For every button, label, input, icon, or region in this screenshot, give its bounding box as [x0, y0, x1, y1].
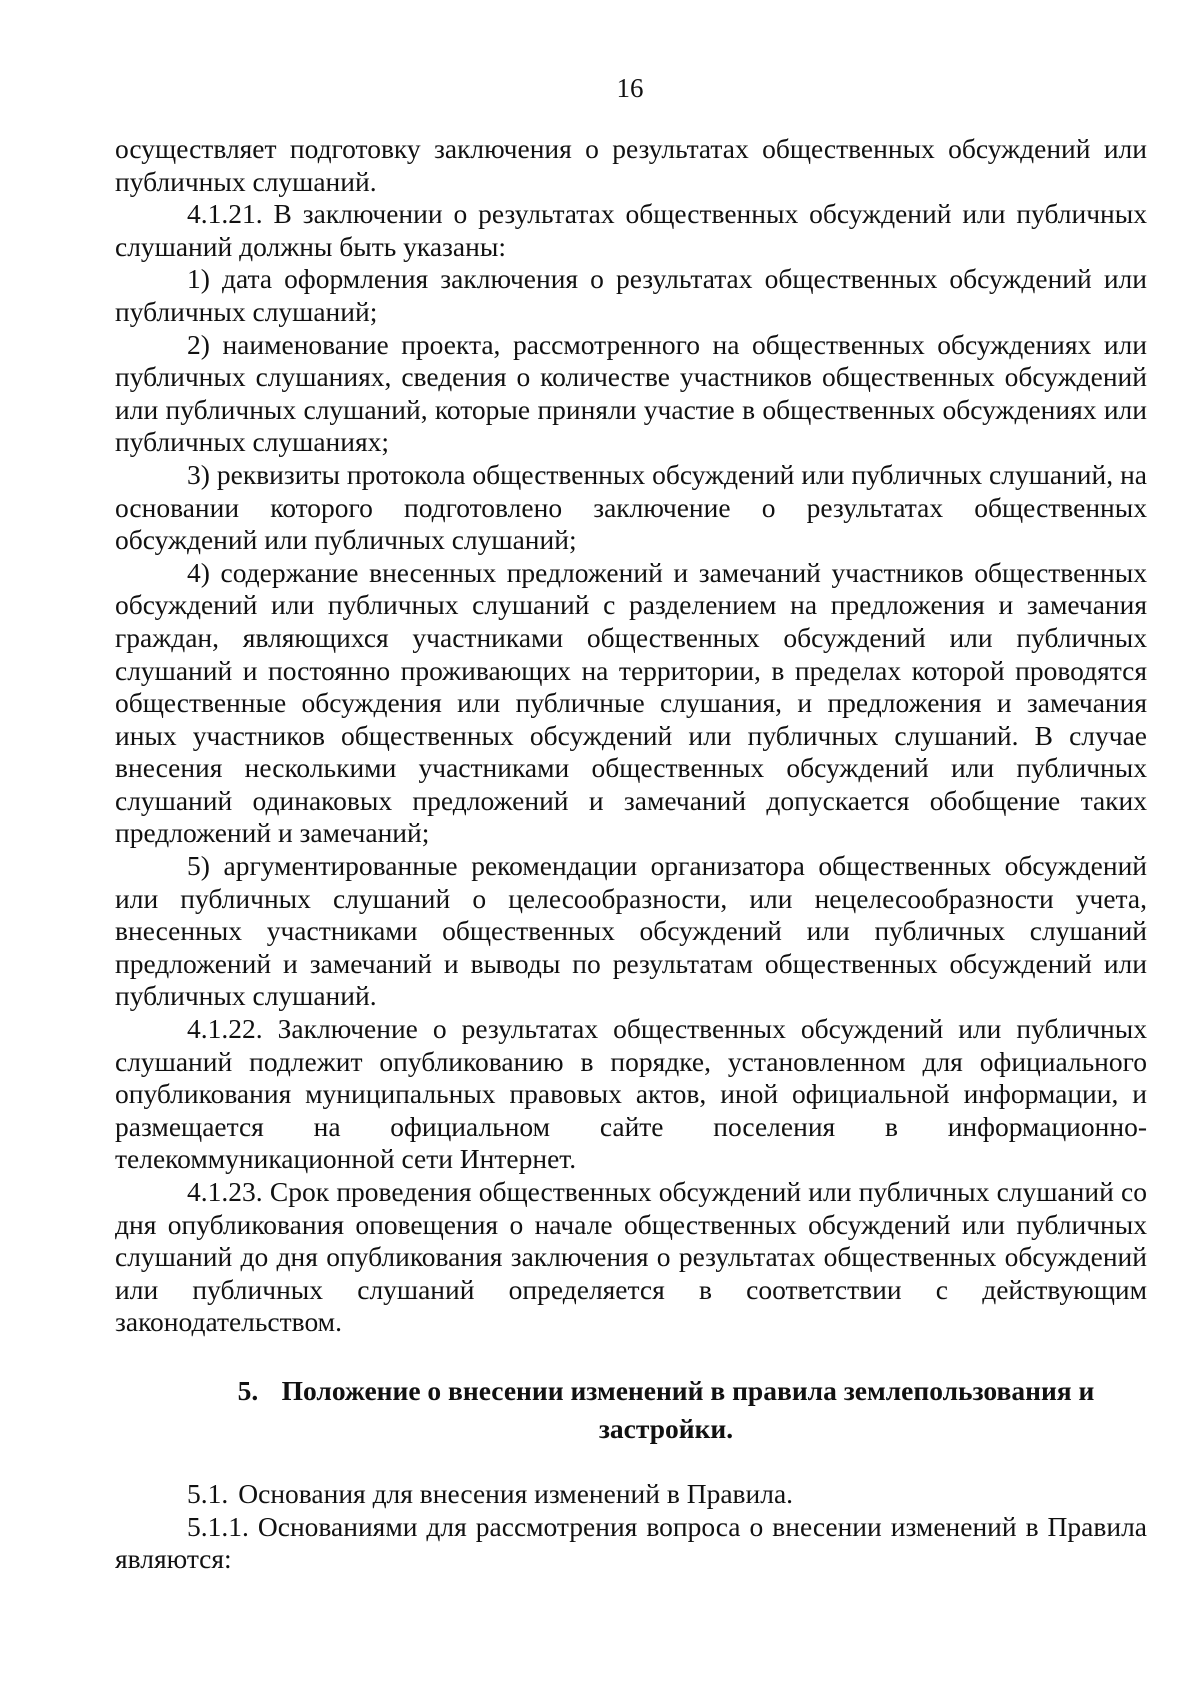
- paragraph-4-1-21: 4.1.21. В заключении о результатах общественных обсуждений или публичных слушаний должны быть указаны:: [115, 198, 1147, 262]
- list-item-3: 3) реквизиты протокола общественных обсуждений или публичных слушаний, на основании которого подготовлено заключение о результатах общественных обсуждений или публичных слушаний;: [115, 458, 1147, 556]
- paragraph-5-1-1: [115, 1511, 1147, 1576]
- list-item-4: 4) содержание внесенных предложений и замечаний участников общественных обсуждений или публичных слушаний с разделением на предложения и замечания граждан, являющихся участниками общественных обсуждений или публичных слушаний и постоянно проживающих на территории, в пределах которой проводятся общественные обсуждения или публичные слушания, и предложения и замечания иных участников общественных обсуждений или публичных слушаний. В случае внесения несколькими участниками общественных обсуждений или публичных слушаний одинаковых предложений и замечаний допускается обобщение таких предложений и замечаний;: [115, 556, 1147, 849]
- section-heading: [115, 1372, 1147, 1448]
- paragraph-5-1-1-number: 5.1.1.: [187, 1510, 249, 1542]
- paragraph-4-1-23: 4.1.23. Срок проведения общественных обсуждений или публичных слушаний со дня опубликования оповещения о начале общественных обсуждений или публичных слушаний до дня опубликования заключения о результатах общественных обсуждений или публичных слушаний определяется в соответствии с действующим законодательством.: [115, 1176, 1147, 1338]
- list-item-5: 5) аргументированные рекомендации организатора общественных обсуждений или публичных слушаний о целесообразности, или нецелесообразности учета, внесенных участниками общественных обсуждений или публичных слушаний предложений и замечаний и выводы по результатам общественных обсуждений или публичных слушаний.: [115, 850, 1147, 1012]
- paragraph-5-1: [115, 1478, 1147, 1511]
- paragraph-4-1-22: 4.1.22. Заключение о результатах общественных обсуждений или публичных слушаний подлежит опубликованию в порядке, установленном для официального опубликования муниципальных правовых актов, иной официальной информации, и размещается на официальном сайте поселения в информационно-телекоммуникационной сети Интернет.: [115, 1013, 1147, 1175]
- paragraph-5-1-number: 5.1.: [187, 1477, 229, 1509]
- list-item-2: 2) наименование проекта, рассмотренного на общественных обсуждениях или публичных слушаниях, сведения о количестве участников общественных обсуждений или публичных слушаний, которые приняли участие в общественных обсуждениях или публичных слушаниях;: [115, 328, 1147, 458]
- section-heading-number: 5.: [237, 1374, 259, 1406]
- document-body: [115, 133, 1147, 1576]
- paragraph-continuation: осуществляет подготовку заключения о результатах общественных обсуждений или публичных слушаний.: [115, 133, 1147, 197]
- list-item-1: 1) дата оформления заключения о результатах общественных обсуждений или публичных слушаний;: [115, 263, 1147, 327]
- page-number: 16: [616, 73, 644, 103]
- section-heading-text: Положение о внесении изменений в правила землепользования и застройки.: [281, 1374, 1095, 1444]
- paragraph-5-1-1-text: Основаниями для рассмотрения вопроса о внесении изменений в Правила являются:: [115, 1510, 1148, 1575]
- paragraph-5-1-text: Основания для внесения изменений в Правила.: [238, 1477, 794, 1509]
